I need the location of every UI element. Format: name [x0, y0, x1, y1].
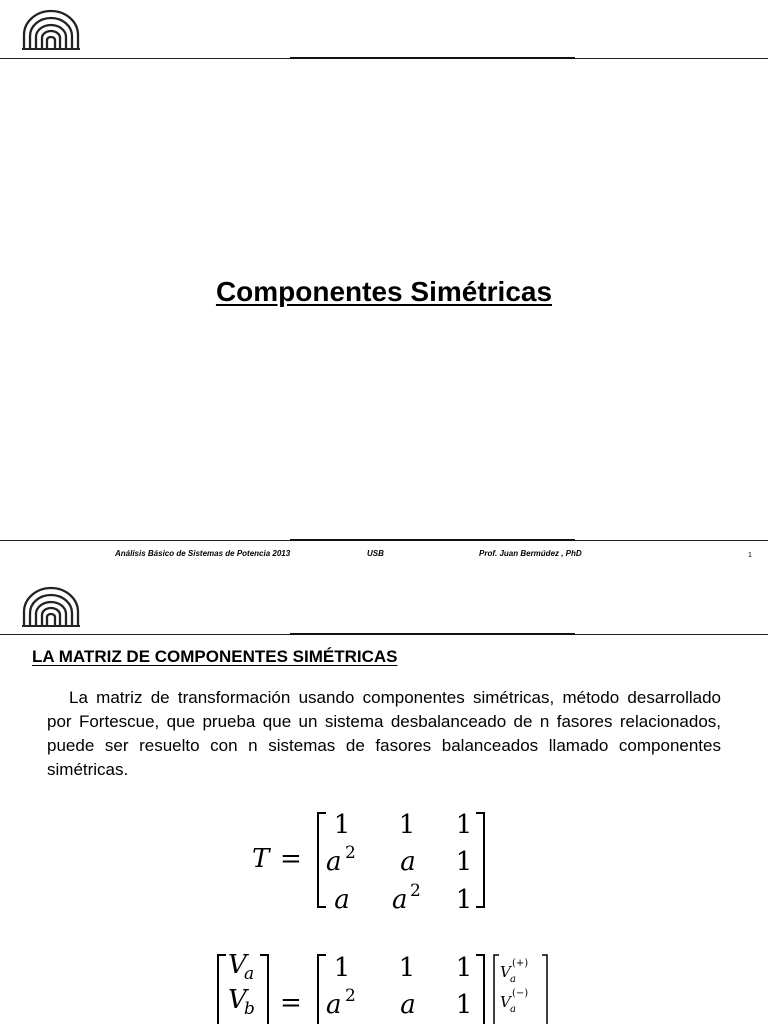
matrix-cell: 1 [455, 885, 473, 915]
left-bracket [318, 813, 326, 907]
transformation-matrix-equation [252, 810, 484, 915]
right-bracket [542, 955, 547, 1024]
section-heading: LA MATRIZ DE COMPONENTES SIMÉTRICAS [32, 647, 398, 666]
matrix-cell: 1 [398, 953, 416, 983]
matrix-exponent: 2 [345, 843, 356, 863]
matrix-cell: 1 [455, 953, 473, 983]
phase-vector-equation [218, 950, 547, 1024]
left-bracket [218, 955, 226, 1024]
slide-footer [0, 549, 768, 563]
matrix-cell: 1 [398, 810, 416, 840]
matrix-cell: 1 [455, 847, 473, 877]
body-paragraph: La matriz de transformación usando componentes simétricas, método desarrollado por Fortescue, que prueba que un sistema desbalanceado de n fasores relacionados, puede ser resuelto con n sistemas de fasores balanceados llamado componentes simétricas. [47, 688, 721, 779]
equations [0, 565, 768, 1024]
right-bracket [476, 955, 484, 1024]
matrix-cell: 1 [333, 953, 351, 983]
matrix-cell: a [392, 885, 408, 915]
matrix-cell: 1 [455, 990, 473, 1020]
left-bracket [318, 955, 326, 1024]
negative-sequence-voltage: V [500, 993, 511, 1011]
right-bracket [476, 813, 484, 907]
matrix-cell: 1 [333, 810, 351, 840]
footer-page-number: 1 [748, 552, 752, 559]
matrix-cell: a [334, 885, 350, 915]
footer-rule [0, 540, 768, 541]
footer-institution: USB [367, 549, 384, 558]
matrix-cell: a [326, 847, 342, 877]
subscript-a: a [244, 964, 255, 984]
left-bracket [494, 955, 499, 1024]
footer-professor: Prof. Juan Bermúdez , PhD [479, 549, 582, 558]
header-rule [0, 58, 768, 59]
equals-sign: = [280, 988, 302, 1018]
matrix-cell: a [400, 990, 416, 1020]
footer-course: Análisis Básico de Sistemas de Potencia 2013 [115, 549, 291, 558]
matrix-cell: a [400, 847, 416, 877]
slide-title: Componentes Simétricas [215, 276, 553, 307]
superscript-minus: (−) [512, 988, 529, 999]
slide-2 [0, 565, 768, 1024]
voltage-vb: V [228, 985, 247, 1015]
matrix-cell: a [326, 990, 342, 1020]
voltage-va: V [228, 950, 247, 980]
matrix-cell: 1 [455, 810, 473, 840]
positive-sequence-voltage: V [500, 963, 511, 981]
equals-sign: = [280, 844, 302, 874]
university-logo-icon [20, 9, 82, 51]
subscript-a: a [510, 974, 516, 985]
superscript-plus: (+) [512, 958, 529, 969]
subscript-b: b [244, 999, 255, 1019]
matrix-exponent: 2 [410, 881, 421, 901]
right-bracket [260, 955, 268, 1024]
matrix-exponent: 2 [345, 986, 356, 1006]
subscript-a: a [510, 1004, 516, 1015]
matrix-symbol-t: T [252, 844, 270, 874]
